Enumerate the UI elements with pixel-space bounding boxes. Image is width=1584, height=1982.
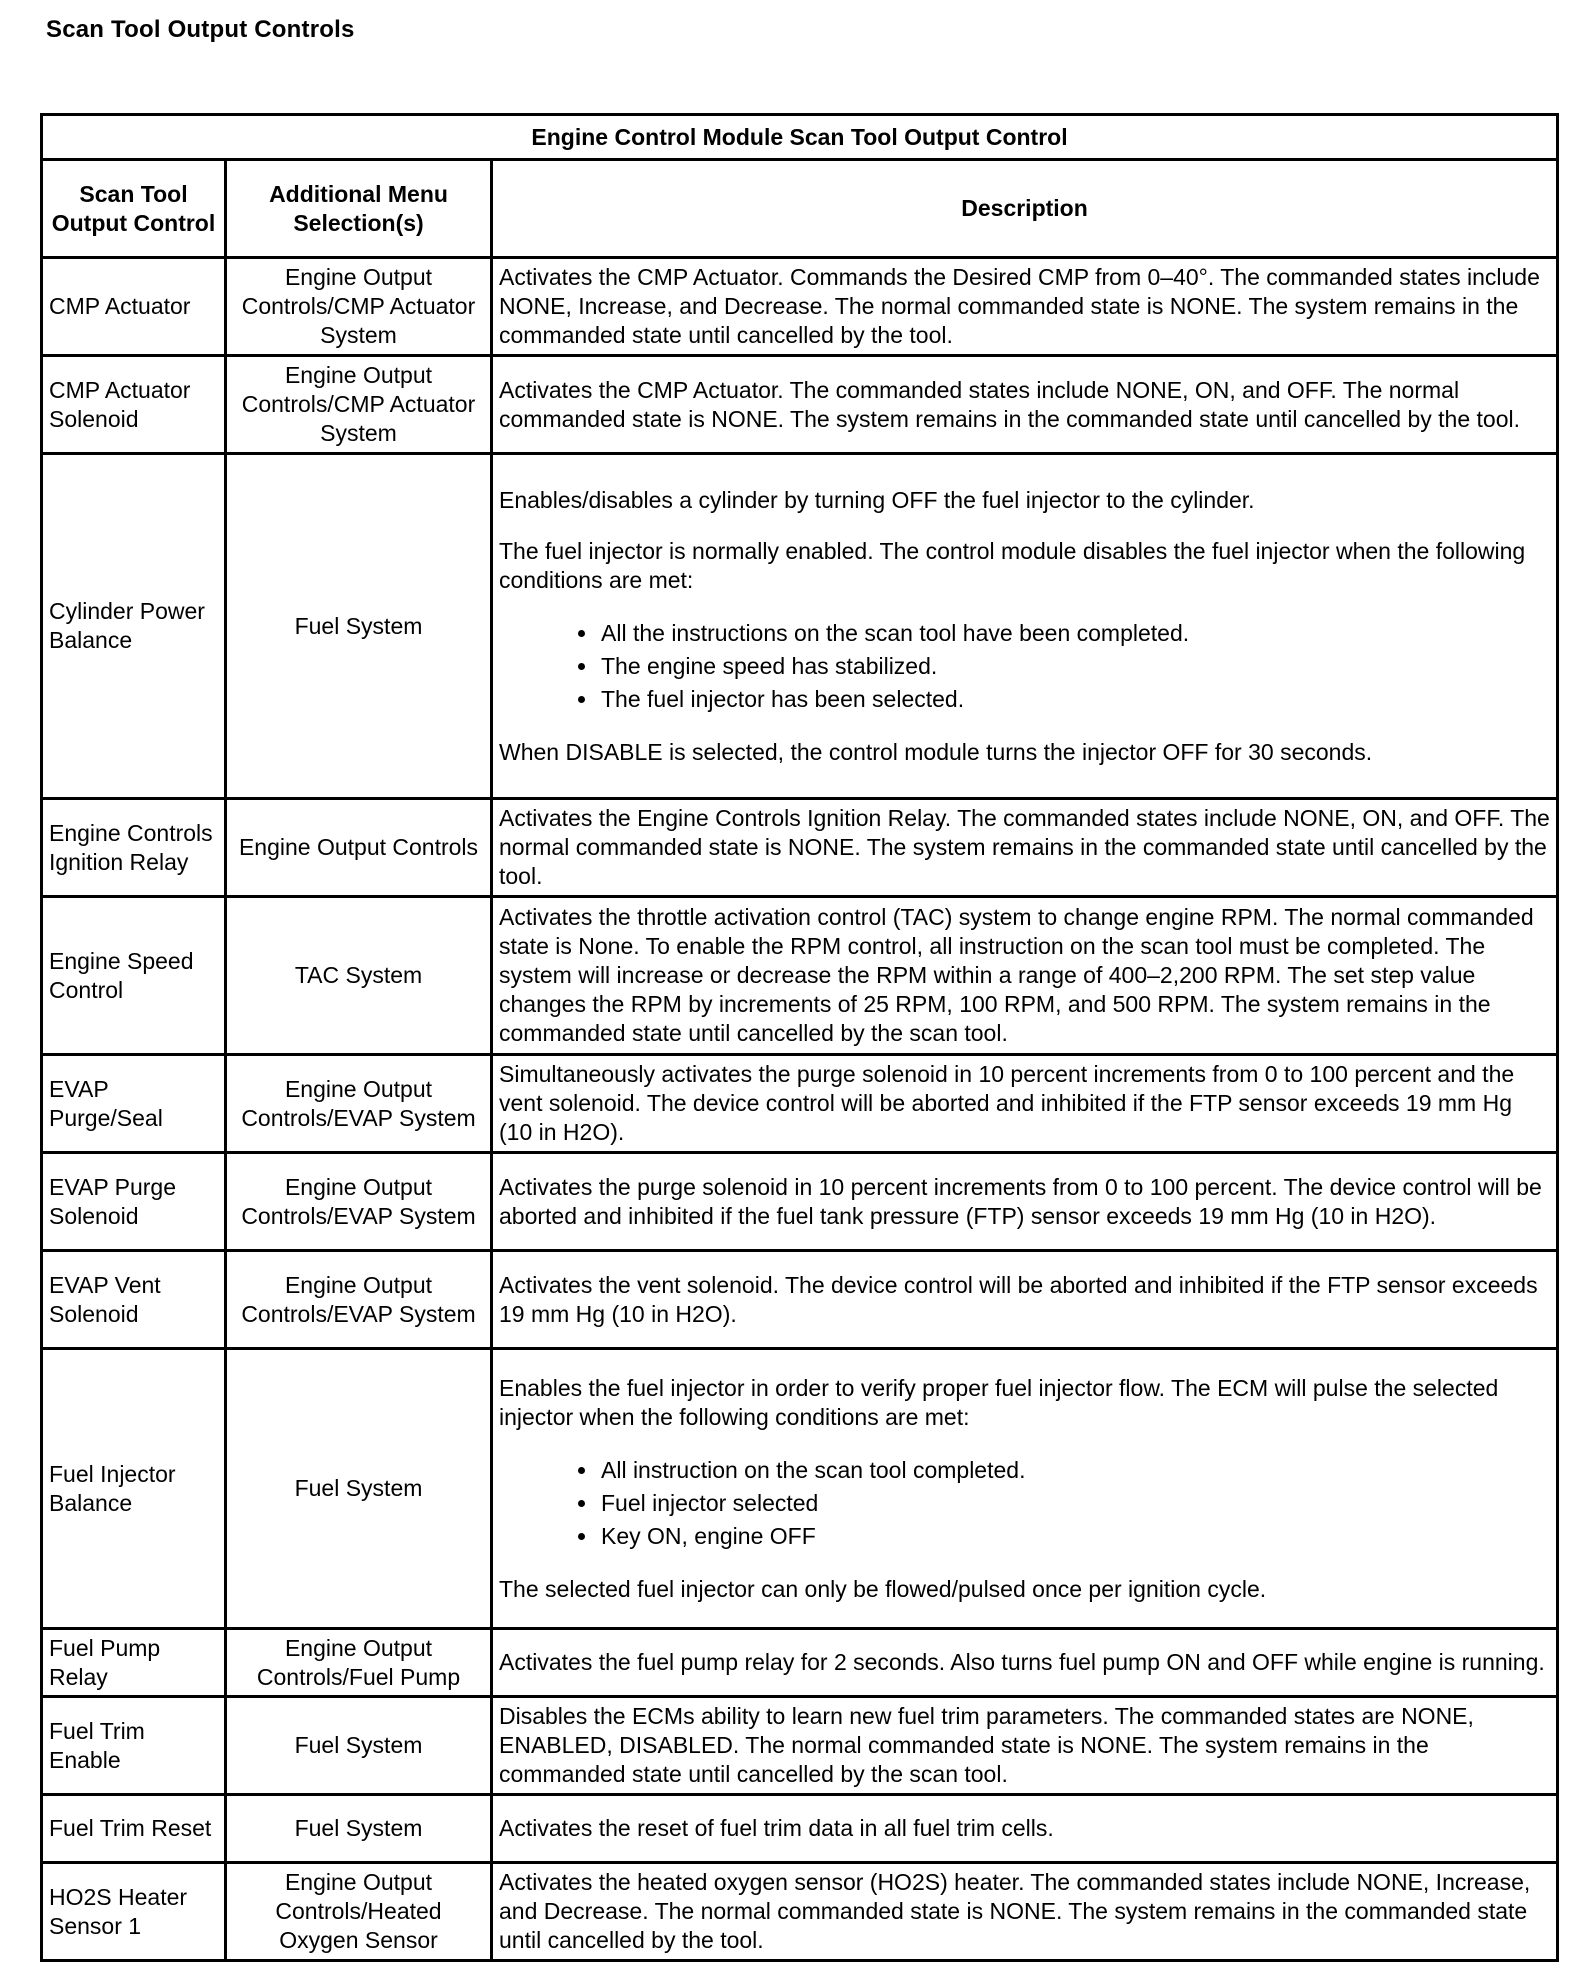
- control-cell: Fuel Pump Relay: [42, 1629, 226, 1697]
- menu-cell: Engine Output Controls: [226, 799, 492, 897]
- table-row: [42, 454, 1558, 799]
- table-row: [42, 799, 1558, 897]
- control-cell: CMP Actuator Solenoid: [42, 356, 226, 454]
- description-cell: [492, 1349, 1558, 1629]
- description-cell: Activates the Engine Controls Ignition Relay. The commanded states include NONE, ON, and OFF. The normal commanded state is NONE. The system remains in the commanded state until cancelled by the tool.: [492, 799, 1558, 897]
- description-cell: Activates the purge solenoid in 10 percent increments from 0 to 100 percent. The device control will be aborted and inhibited if the fuel tank pressure (FTP) sensor exceeds 19 mm Hg (10 in H2O).: [492, 1153, 1558, 1251]
- control-cell: Fuel Trim Enable: [42, 1697, 226, 1795]
- description-cell: Activates the CMP Actuator. Commands the Desired CMP from 0–40°. The commanded states include NONE, Increase, and Decrease. The normal commanded state is NONE. The system remains in the commanded state until cancelled by the tool.: [492, 258, 1558, 356]
- header-description: Description: [492, 160, 1558, 258]
- control-cell: EVAP Vent Solenoid: [42, 1251, 226, 1349]
- list-item: • The fuel injector has been selected.: [599, 685, 1550, 714]
- control-cell: CMP Actuator: [42, 258, 226, 356]
- table-row: [42, 1795, 1558, 1863]
- menu-cell: Fuel System: [226, 1795, 492, 1863]
- menu-cell: Fuel System: [226, 1697, 492, 1795]
- table-row: [42, 897, 1558, 1055]
- menu-cell: Engine Output Controls/EVAP System: [226, 1055, 492, 1153]
- condition-list: [499, 1456, 1550, 1551]
- control-cell: Fuel Injector Balance: [42, 1349, 226, 1629]
- table-row: [42, 1863, 1558, 1961]
- description-outro: The selected fuel injector can only be flowed/pulsed once per ignition cycle.: [499, 1575, 1267, 1602]
- header-additional-menu-selections: Additional Menu Selection(s): [226, 160, 492, 258]
- table-caption: Engine Control Module Scan Tool Output Control: [42, 115, 1558, 160]
- description-intro: Enables/disables a cylinder by turning OFF the fuel injector to the cylinder.: [499, 486, 1255, 513]
- control-cell: EVAP Purge Solenoid: [42, 1153, 226, 1251]
- description-cell: Disables the ECMs ability to learn new fuel trim parameters. The commanded states are NONE, ENABLED, DISABLED. The normal commanded state is NONE. The system remains in the commanded state until cancelled by the scan tool.: [492, 1697, 1558, 1795]
- description-cell: Simultaneously activates the purge solenoid in 10 percent increments from 0 to 100 percent and the vent solenoid. The device control will be aborted and inhibited if the FTP sensor exceeds 19 mm Hg (10 in H2O).: [492, 1055, 1558, 1153]
- description-cell: [492, 454, 1558, 799]
- condition-list: [499, 619, 1550, 714]
- table-row: [42, 1629, 1558, 1697]
- output-control-table: [40, 113, 1559, 1962]
- list-item: • Key ON, engine OFF: [599, 1522, 1550, 1551]
- control-cell: Cylinder Power Balance: [42, 454, 226, 799]
- table-row: [42, 1349, 1558, 1629]
- list-item: • All instruction on the scan tool completed.: [599, 1456, 1550, 1485]
- description-intro-detail: The fuel injector is normally enabled. The control module disables the fuel injector when the following conditions are met:: [499, 537, 1526, 593]
- page-title: Scan Tool Output Controls: [46, 16, 355, 43]
- description-cell: Activates the throttle activation control (TAC) system to change engine RPM. The normal commanded state is None. To enable the RPM control, all instruction on the scan tool must be completed. The system will increase or decrease the RPM within a range of 400–2,200 RPM. The set step value changes the RPM by increments of 25 RPM, 100 RPM, and 500 RPM. The system remains in the commanded state until cancelled by the scan tool.: [492, 897, 1558, 1055]
- description-cell: Activates the CMP Actuator. The commanded states include NONE, ON, and OFF. The normal commanded state is NONE. The system remains in the commanded state until cancelled by the tool.: [492, 356, 1558, 454]
- description-cell: Activates the reset of fuel trim data in all fuel trim cells.: [492, 1795, 1558, 1863]
- list-item: • All the instructions on the scan tool have been completed.: [599, 619, 1550, 648]
- table-row: [42, 1251, 1558, 1349]
- menu-cell: Fuel System: [226, 454, 492, 799]
- description-intro: Enables the fuel injector in order to verify proper fuel injector flow. The ECM will pulse the selected injector when the following conditions are met:: [499, 1374, 1499, 1430]
- description-outro: When DISABLE is selected, the control module turns the injector OFF for 30 seconds.: [499, 738, 1373, 765]
- menu-cell: Fuel System: [226, 1349, 492, 1629]
- table-row: [42, 1697, 1558, 1795]
- menu-cell: Engine Output Controls/Fuel Pump: [226, 1629, 492, 1697]
- control-cell: Engine Speed Control: [42, 897, 226, 1055]
- menu-cell: TAC System: [226, 897, 492, 1055]
- header-scan-tool-output-control: Scan Tool Output Control: [42, 160, 226, 258]
- menu-cell: Engine Output Controls/EVAP System: [226, 1251, 492, 1349]
- control-cell: HO2S Heater Sensor 1: [42, 1863, 226, 1961]
- table-row: [42, 356, 1558, 454]
- description-cell: Activates the heated oxygen sensor (HO2S) heater. The commanded states include NONE, Increase, and Decrease. The normal commanded state is NONE. The system remains in the commanded state until cancelled by the tool.: [492, 1863, 1558, 1961]
- list-item: • The engine speed has stabilized.: [599, 652, 1550, 681]
- description-cell: Activates the vent solenoid. The device control will be aborted and inhibited if the FTP sensor exceeds 19 mm Hg (10 in H2O).: [492, 1251, 1558, 1349]
- description-cell: Activates the fuel pump relay for 2 seconds. Also turns fuel pump ON and OFF while engine is running.: [492, 1629, 1558, 1697]
- table-row: [42, 1153, 1558, 1251]
- control-cell: EVAP Purge/Seal: [42, 1055, 226, 1153]
- list-item: • Fuel injector selected: [599, 1489, 1550, 1518]
- menu-cell: Engine Output Controls/CMP Actuator System: [226, 258, 492, 356]
- table-row: [42, 258, 1558, 356]
- control-cell: Engine Controls Ignition Relay: [42, 799, 226, 897]
- menu-cell: Engine Output Controls/EVAP System: [226, 1153, 492, 1251]
- control-cell: Fuel Trim Reset: [42, 1795, 226, 1863]
- menu-cell: Engine Output Controls/Heated Oxygen Sensor: [226, 1863, 492, 1961]
- table-row: [42, 1055, 1558, 1153]
- menu-cell: Engine Output Controls/CMP Actuator System: [226, 356, 492, 454]
